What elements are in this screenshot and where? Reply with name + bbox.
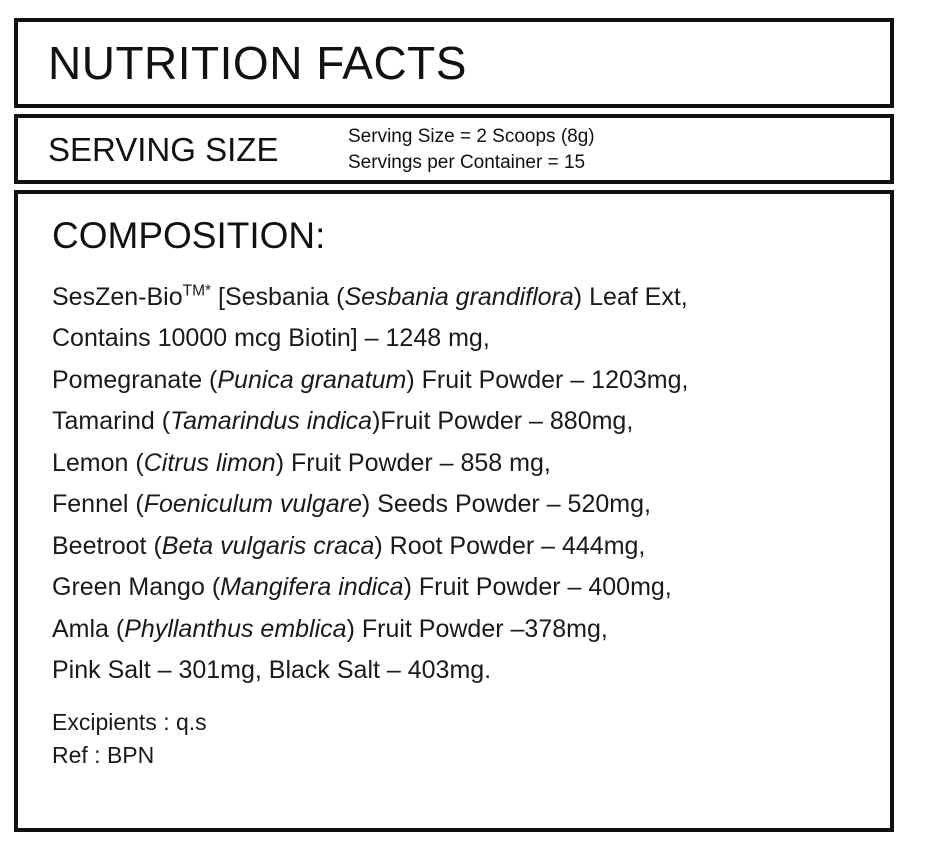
ingredient-line: Lemon (Citrus limon) Fruit Powder – 858 mg,	[52, 448, 551, 477]
ingredient-line: Pomegranate (Punica granatum) Fruit Powder – 1203mg,	[52, 365, 689, 394]
ingredient-line: Green Mango (Mangifera indica) Fruit Powder – 400mg,	[52, 573, 672, 602]
nutrition-facts-label	[14, 18, 894, 838]
ingredient-line: Amla (Phyllanthus emblica) Fruit Powder –378mg,	[52, 614, 608, 643]
ingredient-line: Fennel (Foeniculum vulgare) Seeds Powder – 520mg,	[52, 490, 651, 519]
serving-size-values	[348, 122, 595, 175]
page-title: NUTRITION FACTS	[48, 37, 467, 89]
header-panel	[14, 18, 894, 108]
ingredients-list	[52, 277, 864, 692]
ingredient-line: SesZen-Bio$^{TM*}$ [Sesbania (Sesbania grandiflora) Leaf Ext,	[52, 282, 688, 311]
serving-size-line: Serving Size = 2 Scoops (8g)	[348, 126, 595, 148]
serving-size-panel	[14, 114, 894, 184]
ingredient-line: Contains 10000 mcg Biotin] – 1248 mg,	[52, 324, 490, 353]
ingredient-line: Tamarind (Tamarindus indica)Fruit Powder – 880mg,	[52, 407, 634, 436]
composition-title: COMPOSITION:	[52, 215, 326, 256]
ingredient-line: Beetroot (Beta vulgaris craca) Root Powder – 444mg,	[52, 531, 646, 560]
servings-per-container-line: Servings per Container = 15	[348, 152, 586, 173]
ref-line: Ref : BPN	[52, 742, 155, 769]
composition-panel	[14, 190, 894, 832]
footer-notes	[52, 706, 864, 773]
excipients-line: Excipients : q.s	[52, 708, 207, 735]
serving-size-label: SERVING SIZE	[48, 130, 279, 168]
ingredient-line: Pink Salt – 301mg, Black Salt – 403mg.	[52, 656, 492, 685]
